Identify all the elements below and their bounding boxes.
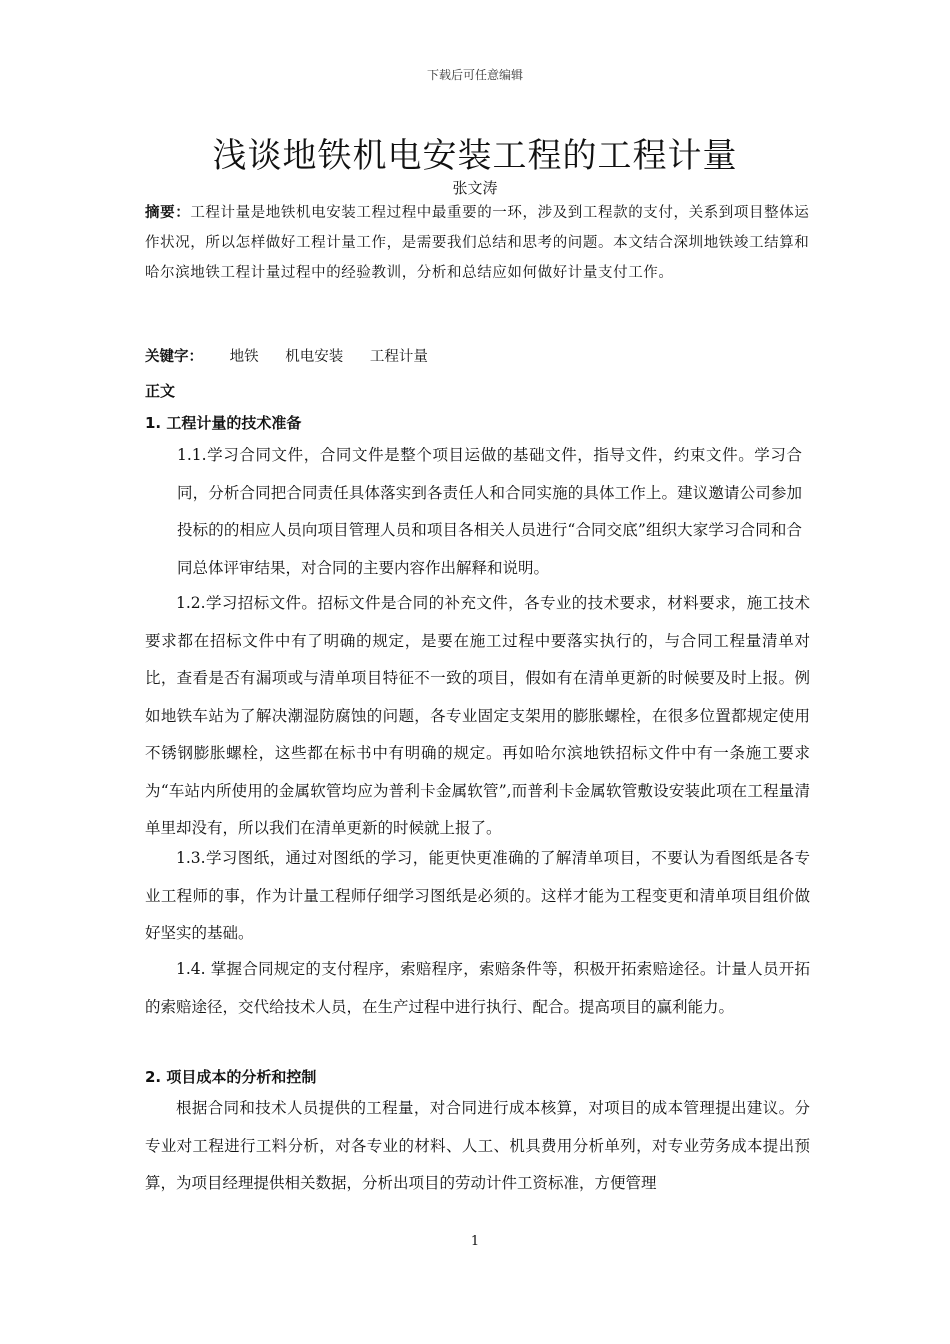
author-name: 张文涛 [452, 179, 498, 197]
abstract-text: 工程计量是地铁机电安装工程过程中最重要的一环，涉及到工程款的支付，关系到项目整体运作状况，所以怎样做好工程计量工作，是需要我们总结和思考的问题。本文结合深圳地铁竣工结算和哈尔滨地铁工程计量过程中的经验教训，分析和总结应如何做好计量支付工作。 [145, 205, 810, 281]
paragraph-1-2: 1.2.学习招标文件。招标文件是合同的补充文件，各专业的技术要求，材料要求，施工技术要求都在招标文件中有了明确的规定，是要在施工过程中要落实执行的，与合同工程量清单对比，查看是否有漏项或与清单项目特征不一致的项目，假如有在清单更新的时候要及时上报。例如地铁车站为了解决潮湿防腐蚀的问题，各专业固定支架用的膨胀螺栓，在很多位置都规定使用不锈钢膨胀螺栓，这些都在标书中有明确的规定。再如哈尔滨地铁招标文件中有一条施工要求为“车站内所使用的金属软管均应为普利卡金属软管”,而普利卡金属软管敷设安装此项在工程量清单里却没有，所以我们在清单更新的时候就上报了。 [145, 594, 810, 837]
abstract [145, 198, 810, 288]
paragraph-1-1: 1.1.学习合同文件，合同文件是整个项目运做的基础文件，指导文件，约束文件。学习合同，分析合同把合同责任具体落实到各责任人和合同实施的具体工作上。建议邀请公司参加投标的的相应人员向项目管理人员和项目各相关人员进行“合同交底”组织大家学习合同和合同总体评审结果，对合同的主要内容作出解释和说明。 [177, 446, 802, 577]
paragraph-1-4: 1.4. 掌握合同规定的支付程序，索赔程序，索赔条件等，积极开拓索赔途径。计量人员开拓的索赔途径，交代给技术人员，在生产过程中进行执行、配合。提高项目的赢利能力。 [145, 960, 810, 1016]
page-number: 1 [470, 1234, 480, 1249]
header-note: 下载后可任意编辑 [426, 68, 523, 82]
keywords-label: 关键字： [145, 349, 203, 365]
keyword-item: 工程计量 [369, 349, 428, 365]
abstract-label: 摘要： [145, 205, 191, 221]
keyword-item: 地铁 [229, 349, 259, 365]
body-heading: 正文 [145, 382, 176, 400]
paragraph-1-3: 1.3.学习图纸，通过对图纸的学习，能更快更准确的了解清单项目，不要认为看图纸是各专业工程师的事，作为计量工程师仔细学习图纸是必须的。这样才能为工程变更和清单项目组价做好坚实的基础。 [145, 849, 810, 942]
keyword-item: 机电安装 [285, 349, 344, 365]
document-title: 浅谈地铁机电安装工程的工程计量 [212, 136, 738, 176]
section-heading-1: 1. 工程计量的技术准备 [145, 414, 302, 432]
keywords [145, 343, 810, 371]
paragraph-2-1: 根据合同和技术人员提供的工程量，对合同进行成本核算，对项目的成本管理提出建议。分专业对工程进行工料分析，对各专业的材料、人工、机具费用分析单列，对专业劳务成本提出预算，为项目经理提供相关数据，分析出项目的劳动计件工资标准，方便管理 [145, 1099, 810, 1192]
section-heading-2: 2. 项目成本的分析和控制 [145, 1068, 317, 1086]
